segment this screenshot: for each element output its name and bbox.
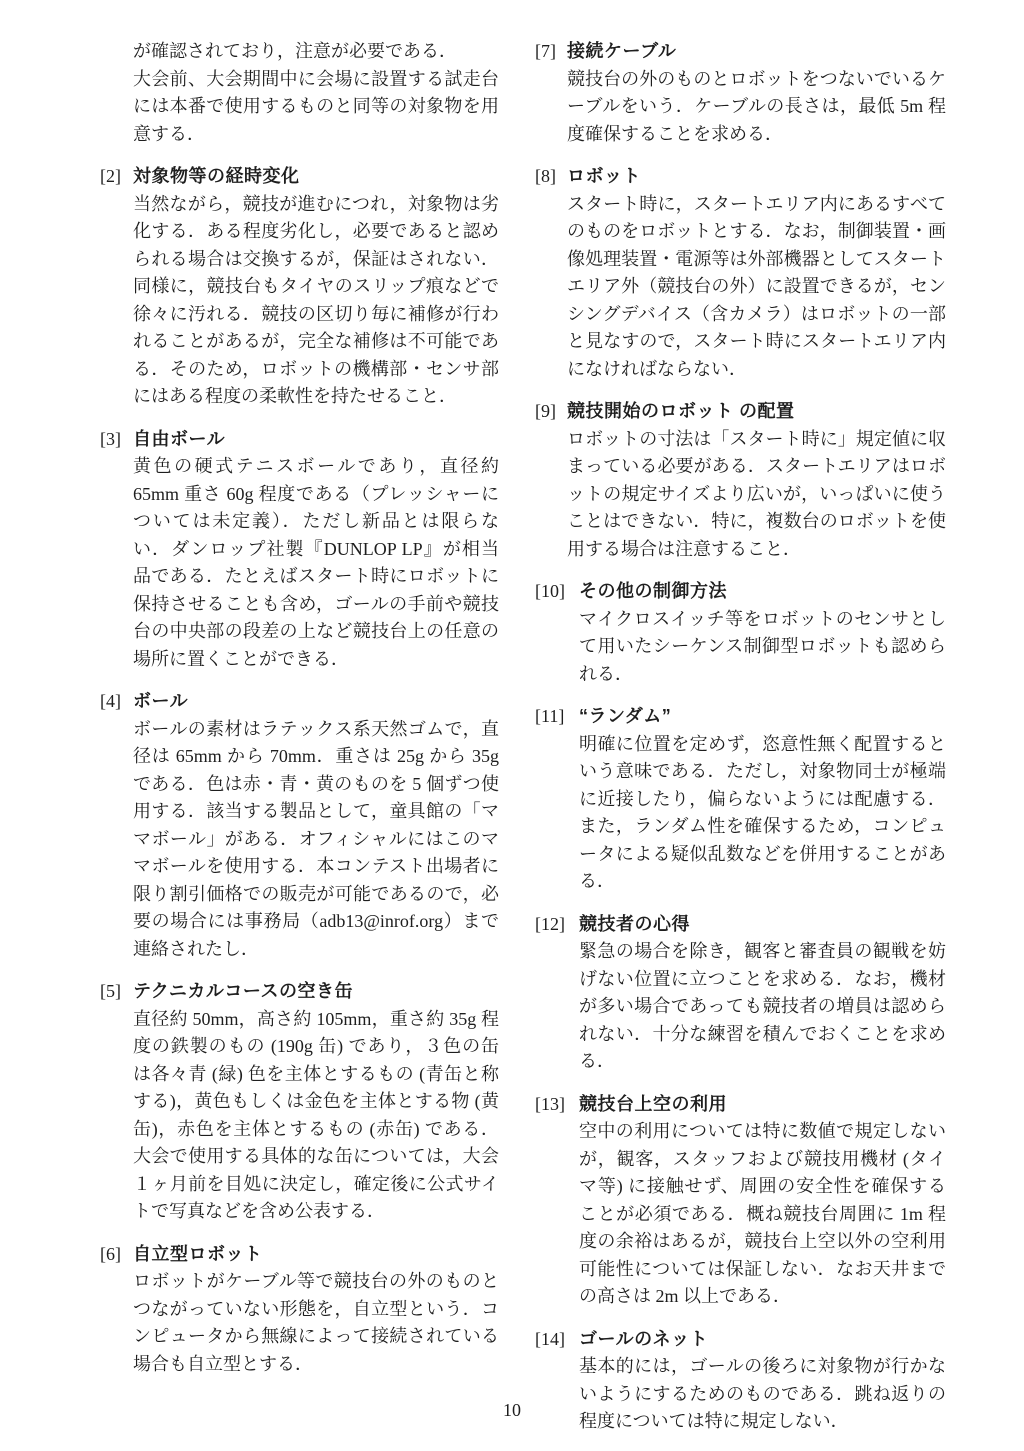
item-title: その他の制御方法 <box>579 581 728 601</box>
intro-paragraph: が確認されており，注意が必要である． <box>133 41 457 61</box>
item-title: 競技開始のロボット の配置 <box>567 401 795 421</box>
intro-continuation <box>100 38 499 148</box>
item-body: 緊急の場合を除き，観客と審査員の観戦を妨げない位置に立つことを求める．なお，機材が多い場合であっても競技者の増員は認められない．十分な練習を積んでおくことを求める． <box>579 941 946 1071</box>
glossary-item <box>535 163 946 383</box>
item-body: 黄色の硬式テニスボールであり，直径約 65mm 重さ 60g 程度である（プレッシャーについては未定義）．ただし新品とは限らない．ダンロップ社製『DUNLOP LP』が相当品である．たとえばスタート時にロボットに保持させることも含め，ゴールの手前や競技台の中央部の段差の上など競技台上の任意の場所に置くことができる． <box>133 456 500 669</box>
page-number: 10 <box>503 1400 521 1420</box>
item-body: 明確に位置を定めず，恣意性無く配置するという意味である．ただし，対象物同士が極端に近接したり，偏らないようには配慮する．また，ランダム性を確保するため，コンピュータによる疑似乱数などを併用することがある． <box>579 733 946 891</box>
glossary-item <box>535 578 946 688</box>
item-body: ロボットがケーブル等で競技台の外のものとつながっていない形態を，自立型という．コンピュータから無線によって接続されている場合も自立型とする． <box>133 1271 500 1374</box>
glossary-item <box>100 163 499 411</box>
item-number: [14] <box>535 1328 566 1349</box>
left-column <box>100 38 499 1451</box>
item-number: [9] <box>535 401 557 421</box>
right-column <box>535 38 946 1451</box>
item-number: [4] <box>100 691 121 711</box>
item-body: 基本的には，ゴールの後ろに対象物が行かないようにするためのものである．跳ね返りの程度については特に規定しない． <box>579 1356 946 1431</box>
item-title: “ランダム” <box>579 706 672 726</box>
item-number: [3] <box>100 428 121 449</box>
glossary-item <box>100 688 499 963</box>
item-title: ボール <box>133 691 189 711</box>
item-body: ボールの素材はラテックス系天然ゴムで，直径は 65mm から 70mm．重さは 25g から 35g である．色は赤・青・黄のものを 5 個ずつ使用する．該当する製品として，童具館の「ママボール」がある．オフィシャルにはこのママボールを使用する．本コンテスト出場者に限り割引価格での販売が可能であるので，必要の場合には事務局（adb13@inrof.org）まで連絡されたし． <box>133 718 500 959</box>
item-title: ロボット <box>567 166 642 186</box>
item-number: [12] <box>535 913 566 934</box>
intro-paragraph: 大会前、大会期間中に会場に設置する試走台には本番で使用するものと同等の対象物を用意する． <box>133 68 500 144</box>
item-body: 当然ながら，競技が進むにつれ，対象物は劣化する．ある程度劣化し，必要であると認められる場合は交換するが，保証はされない．同様に，競技台もタイヤのスリップ痕などで徐々に汚れる．競技の区切り毎に補修が行われることがあるが，完全な補修は不可能である．そのため，ロボットの機構部・センサ部にはある程度の柔軟性を持たせること． <box>133 193 500 406</box>
item-number: [13] <box>535 1093 566 1114</box>
item-number: [8] <box>535 166 557 186</box>
item-title: 自立型ロボット <box>133 1243 263 1264</box>
item-title: 競技台上空の利用 <box>579 1093 728 1114</box>
item-number: [10] <box>535 581 566 601</box>
item-body: 空中の利用については特に数値で規定しないが，観客，スタッフおよび競技用機材 (タイマ等) に接触せず、周囲の安全性を確保することが必須である．概ね競技台周囲に 1m 程度の余裕はあるが，競技台上空以外の空利用可能性については保証しない．なお天井までの高さは 2m 以上である． <box>579 1121 946 1306</box>
glossary-item <box>535 1091 946 1311</box>
item-title: テクニカルコースの空き缶 <box>133 981 354 1001</box>
item-title: 接続ケーブル <box>567 41 677 61</box>
item-body: 競技台の外のものとロボットをつないでいるケーブルをいう．ケーブルの長さは，最低 5m 程度確保することを求める． <box>567 68 946 144</box>
item-title: 競技者の心得 <box>579 913 691 934</box>
glossary-item <box>100 1241 499 1379</box>
item-number: [6] <box>100 1243 121 1264</box>
two-column-layout <box>100 38 946 1451</box>
item-number: [2] <box>100 166 121 186</box>
item-title: ゴールのネット <box>579 1328 709 1349</box>
glossary-item <box>535 911 946 1076</box>
glossary-item <box>535 398 946 563</box>
item-number: [11] <box>535 706 565 726</box>
item-body: スタート時に，スタートエリア内にあるすべてのものをロボットとする．なお，制御装置・画像処理装置・電源等は外部機器としてスタートエリア外（競技台の外）に設置できるが，センシングデバイス（含カメラ）はロボットの一部と見なすので，スタート時にスタートエリア内になければならない． <box>567 193 946 379</box>
glossary-item <box>100 426 499 674</box>
glossary-item <box>535 703 946 896</box>
glossary-item <box>100 978 499 1226</box>
item-number: [7] <box>535 41 557 61</box>
item-body: マイクロスイッチ等をロボットのセンサとして用いたシーケンス制御型ロボットも認められる． <box>579 608 946 684</box>
item-body: 直径約 50mm，高さ約 105mm，重さ約 35g 程度の鉄製のもの (190g 缶) であり，３色の缶は各々青 (緑) 色を主体とするもの (青缶と称する)，黄色もしくは金色を主体とする物 (黄缶)，赤色を主体とするもの (赤缶) である．大会で使用する具体的な缶については，大会１ヶ月前を目処に決定し，確定後に公式サイトで写真などを含め公表する． <box>133 1008 500 1221</box>
glossary-item <box>535 38 946 148</box>
item-body: ロボットの寸法は「スタート時に」規定値に収まっている必要がある．スタートエリアはロボットの規定サイズより広いが，いっぱいに使うことはできない．特に，複数台のロボットを使用する場合は注意すること． <box>567 428 946 559</box>
page-footer <box>0 1400 1024 1421</box>
item-title: 対象物等の経時変化 <box>133 166 300 186</box>
item-number: [5] <box>100 981 121 1001</box>
item-title: 自由ボール <box>133 428 226 449</box>
